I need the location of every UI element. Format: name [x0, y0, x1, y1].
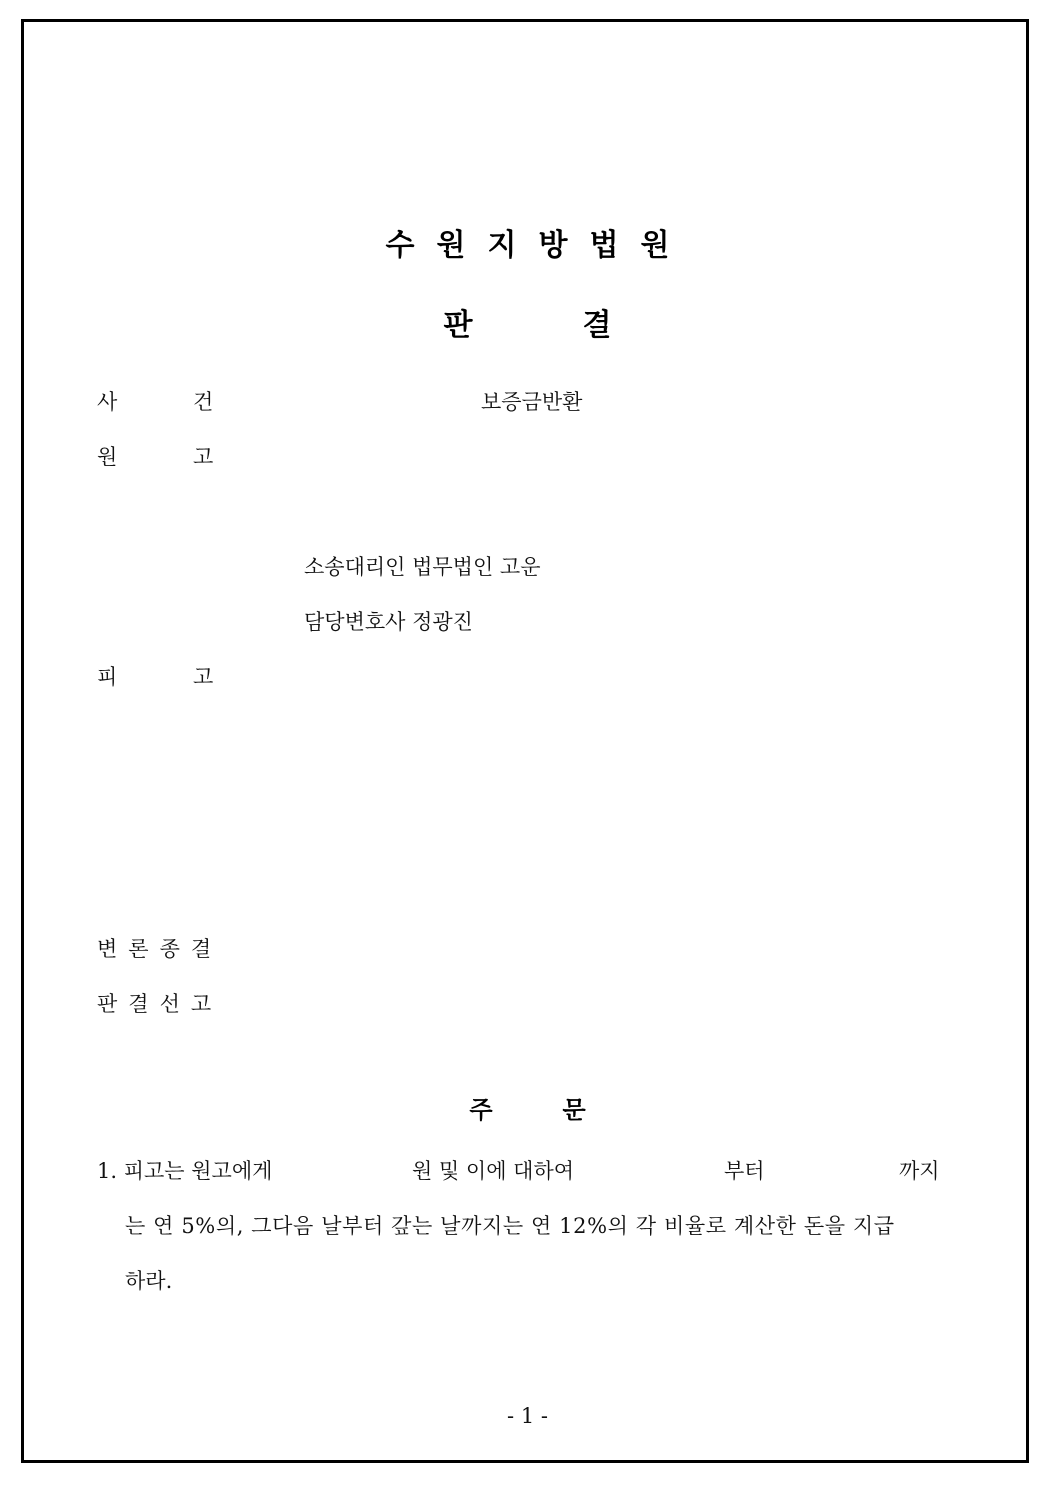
order-item1-part2: 원 및 이에 대하여 [412, 1159, 575, 1183]
order-section-title [0, 1090, 1055, 1125]
document-title-char-1: 판 [443, 308, 473, 343]
page-number: - 1 - [507, 1404, 548, 1428]
case-value: 보증금반환 [481, 390, 583, 414]
document-title [0, 300, 1055, 344]
defendant-label-char-2: 고 [193, 665, 214, 689]
order-item1-part1: 1. 피고는 원고에게 [97, 1159, 273, 1183]
order-item1-line3: 하라. [125, 1269, 173, 1293]
plaintiff-counsel: 소송대리인 법무법인 고운 [304, 555, 541, 579]
order-title-char-1: 주 [469, 1096, 493, 1124]
order-item1-part3: 부터 [724, 1159, 765, 1183]
plaintiff-label-char-1: 원 [97, 445, 118, 469]
case-label-char-1: 사 [97, 390, 118, 414]
document-title-char-2: 결 [582, 308, 612, 343]
order-item1-part4: 까지 [899, 1159, 940, 1183]
plaintiff-label-char-2: 고 [193, 445, 214, 469]
hearing-end-label: 변론종결 [97, 937, 223, 961]
order-title-char-2: 문 [562, 1096, 586, 1124]
defendant-label-char-1: 피 [97, 665, 118, 689]
judgment-date-label: 판결선고 [97, 992, 223, 1016]
case-label-char-2: 건 [193, 390, 214, 414]
order-item1-line2: 는 연 5%의, 그다음 날부터 갚는 날까지는 연 12%의 각 비율로 계산한 돈을 지급 [125, 1214, 895, 1238]
plaintiff-attorney: 담당변호사 정광진 [304, 610, 473, 634]
court-name: 수원지방법원 [385, 228, 692, 263]
